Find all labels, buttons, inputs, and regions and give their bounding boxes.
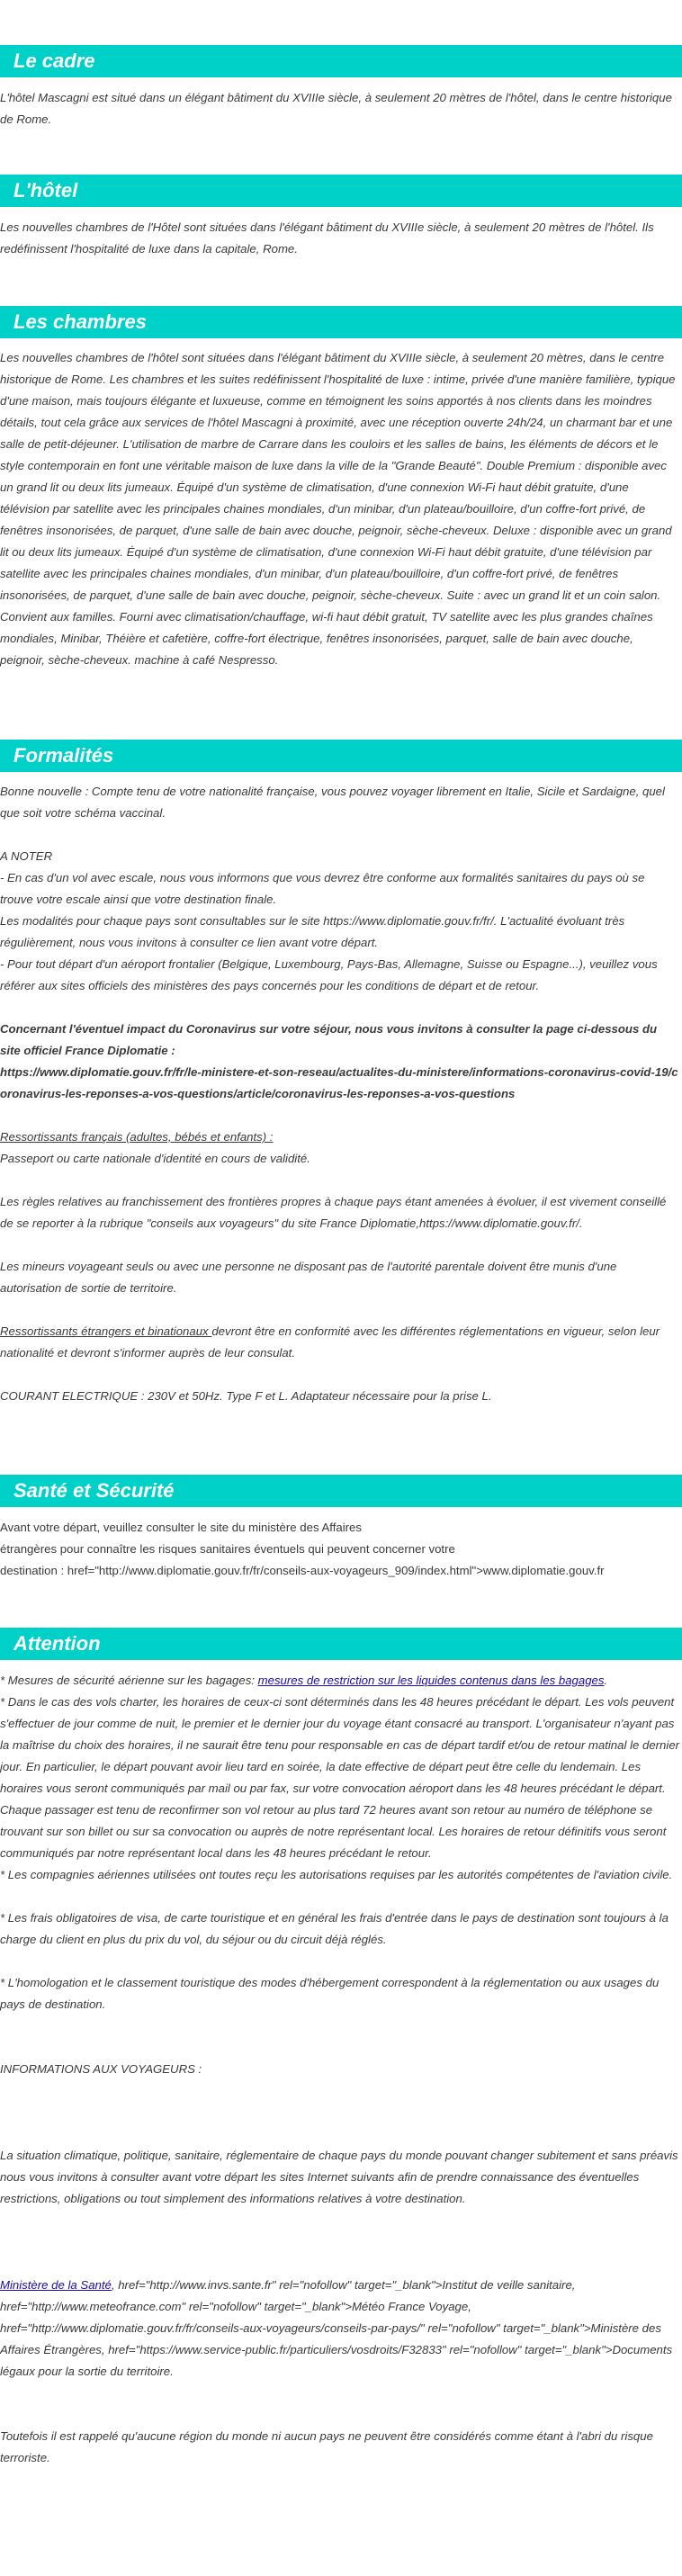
- attention-situation: La situation climatique, politique, sanitaire, réglementaire de chaque pays du monde pouvant changer subitement et sans préavis: [0, 2149, 678, 2162]
- ministere-sante-link[interactable]: Ministère de la Santé: [0, 2278, 112, 2292]
- formalites-frontalier: - Pour tout départ d'un aéroport frontalier (Belgique, Luxembourg, Pays-Bas, Allemagne, Suisse ou Espagne...), veuillez vous référer aux sites officiels des ministères des pays concernés pour les conditions de départ et de retour.: [0, 957, 658, 992]
- formalites-etrangers-rest: devront être en conformité avec les différentes réglementations en vigueur, selon leur nationalité et devront s'informer auprès de leur consulat.: [0, 1324, 660, 1360]
- formalites-ressortissants-title: Ressortissants français (adultes, bébés et enfants) :: [0, 1130, 274, 1144]
- attention-homologation: * L'homologation et le classement touristique des modes d'hébergement correspondent à la réglementation ou aux usages du pays de destination.: [0, 1976, 660, 2011]
- attention-frais: * Les frais obligatoires de visa, de carte touristique et en général les frais d'entrée dans le pays de destination sont toujours à la charge du client en plus du prix du vol, du séjour ou du circuit déjà réglés.: [0, 1911, 669, 1946]
- hotel-text: Les nouvelles chambres de l'Hôtel sont situées dans l'élégant bâtiment du XVIIIe siècle, à seulement 20 mètres de l'hôtel. Ils redéfinissent l'hospitalité de luxe dans la capitale, Rome.: [0, 220, 654, 256]
- sante-block: [0, 1517, 680, 1582]
- section-title-chambres: Les chambres: [0, 306, 682, 338]
- sante-line-3: destination : href="http://www.diplomatie.gouv.fr/fr/conseils-aux-voyageurs_909/index.html">www.diplomatie.gouv.fr: [0, 1564, 605, 1577]
- formalites-ressortissants-text: Passeport ou carte nationale d'identité en cours de validité.: [0, 1152, 310, 1165]
- section-title-attention: Attention: [0, 1628, 682, 1660]
- formalites-etrangers-label: Ressortissants étrangers et binationaux: [0, 1324, 212, 1338]
- liquides-restriction-link[interactable]: mesures de restriction sur les liquides contenus dans les bagages: [257, 1674, 605, 1687]
- formalites-regles: Les règles relatives au franchissement des frontières propres à chaque pays étant amenées à évoluer, il est vivement conseillé de se reporter à la rubrique "conseils aux voyageurs" du site France Diplomatie,https://www.diplomatie.gouv.fr/.: [0, 1195, 667, 1230]
- attention-infos-voyageurs: INFORMATIONS AUX VOYAGEURS :: [0, 2062, 202, 2076]
- section-title-sante: Santé et Sécurité: [0, 1475, 682, 1507]
- attention-liens: [0, 2275, 680, 2383]
- attention-bagages-label: * Mesures de sécurité aérienne sur les bagages:: [0, 1674, 258, 1687]
- attention-liens-rest: , href="http://www.invs.sante.fr" rel="nofollow" target="_blank">Institut de veille sanitaire, href="http://www.meteofrance.com" rel="nofollow" target="_blank">Météo France Voyage, href="http://www.diplomatie.gouv.fr/fr/conseils-aux-voyageurs/conseils-par-pays/" rel="nofollow" target="_blank">Ministère des Affaires Étrangères, href="https://www.service-public.fr/particuliers/vosdroits/F32833" rel="nofollow" target="_blank">Documents légaux pour la sortie du territoire.: [0, 2278, 673, 2378]
- formalites-coronavirus-url: https://www.diplomatie.gouv.fr/fr/le-ministere-et-son-reseau/actualites-du-ministere/informations-coronavirus-covid-19/coronavirus-les-reponses-a-vos-questions/article/coronavirus-les-reponses-a-vos-questions: [0, 1065, 678, 1100]
- chambres-text: Les nouvelles chambres de l'hôtel sont situées dans l'élégant bâtiment du XVIIIe siècle, à seulement 20 mètres, dans le centre historique de Rome. Les chambres et les suites redéfinissent l'hospitalité de luxe : intime, privée d'une manière familière, typique d'une maison, mais toujours élégante et luxueuse, comme en témoignent les soins apportés à nos clients dans les moindres détails, tout cela grâce aux services de l'hôtel Mascagni à proximité, avec une réception ouverte 24h/24, un charmant bar et une salle de petit-déjeuner. L'utilisation de marbre de Carrare dans les couloirs et les salles de bains, les éléments de décors et le style contemporain en font une véritable maison de luxe dans la ville de la "Grande Beauté". Double Premium : disponible avec un grand lit ou deux lits jumeaux. Équipé d'un système de climatisation, d'une connexion Wi-Fi haut débit gratuite, d'une télévision par satellite avec les principales chaines mondiales, d'un minibar, d'un plateau/bouilloire, d'un coffre-fort privé, de fenêtres insonorisées, de parquet, d'une salle de bain avec douche, peignoir, sèche-cheveux. Deluxe : disponible avec un grand lit ou deux lits jumeaux. Équipé d'un système de climatisation, d'une connexion Wi-Fi haut débit gratuite, d'une télévision par satellite avec les principales chaines mondiales, d'un minibar, d'un plateau/bouilloire, d'un coffre-fort privé, de fenêtres insonorisées, de parquet, d'une salle de bain avec douche, peignoir, sèche-cheveux. Suite : avec un grand lit et un coin salon. Convient aux familles. Fourni avec climatisation/chauffage, wi-fi haut débit gratuit, TV satellite avec les plus grandes chaînes mondiales, Minibar, Théière et cafetière, coffre-fort électrique, fenêtres insonorisées, parquet, salle de bain avec douche, peignoir, sèche-cheveux. machine à café Nespresso.: [0, 351, 676, 667]
- attention-sites: nous vous invitons à consulter avant votre départ les sites Internet suivants afin de prendre connaissance des éventuelles restrictions, obligations ou tout simplement des informations relatives à votre destination.: [0, 2170, 640, 2205]
- section-title-formalites: Formalités: [0, 740, 682, 772]
- formalites-modalites: Les modalités pour chaque pays sont consultables sur le site https://www.diplomatie.gouv.fr/fr/. L'actualité évoluant très régulièrement, nous vous invitons à consulter ce lien avant votre départ.: [0, 914, 625, 949]
- sante-line-2: étrangères pour connaître les risques sanitaires éventuels qui peuvent concerner votre: [0, 1542, 455, 1556]
- attention-bagages-end: .: [604, 1674, 608, 1687]
- section-title-hotel: L'hôtel: [0, 175, 682, 207]
- attention-charter: * Dans le cas des vols charter, les horaires de ceux-ci sont déterminés dans les 48 heures précédant le départ. Les vols peuvent s'effectuer de jour comme de nuit, le premier et le dernier jour du voyage étant consacré au transport. L'organisateur n'ayant pas la maîtrise du choix des horaires, il ne saurait être tenu pour responsable en cas de départ tardif et/ou de retour matinal le dernier jour. En particulier, le départ pouvant avoir lieu tard en soirée, la date effective de départ peut être celle du lendemain. Les horaires vous seront communiqués par mail ou par fax, sur votre convocation aéroport dans les 48 heures précédant le départ. Chaque passager est tenu de reconfirmer son vol retour au plus tard 72 heures avant son retour au numéro de téléphone se trouvant sur son billet ou sur sa convocation ou auprès de notre représentant local. Les horaires de retour définitifs vous seront communiqués par notre représentant local dans les 48 heures précédant le retour.: [0, 1695, 680, 1860]
- attention-block: [0, 1670, 680, 2469]
- attention-bagages: [0, 1670, 680, 1692]
- formalites-intro: Bonne nouvelle : Compte tenu de votre nationalité française, vous pouvez voyager librement en Italie, Sicile et Sardaigne, quel que soit votre schéma vaccinal.: [0, 785, 665, 820]
- formalites-a-noter: A NOTER: [0, 849, 53, 863]
- section-title-cadre: Le cadre: [0, 45, 682, 77]
- formalites-block: [0, 781, 680, 1407]
- formalites-escale: - En cas d'un vol avec escale, nous vous informons que vous devrez être conforme aux formalités sanitaires du pays où se trouve votre escale ainsi que votre destination finale.: [0, 871, 645, 906]
- formalites-courant: COURANT ELECTRIQUE : 230V et 50Hz. Type F et L. Adaptateur nécessaire pour la prise L.: [0, 1389, 492, 1403]
- formalites-etrangers: [0, 1321, 680, 1364]
- sante-line-1: Avant votre départ, veuillez consulter le site du ministère des Affaires: [0, 1521, 362, 1534]
- formalites-coronavirus: Concernant l'éventuel impact du Coronavirus sur votre séjour, nous vous invitons à consulter la page ci-dessous du site officiel France Diplomatie :: [0, 1022, 658, 1057]
- cadre-text: L'hôtel Mascagni est situé dans un élégant bâtiment du XVIIIe siècle, à seulement 20 mètres de l'hôtel, dans le centre historique de Rome.: [0, 91, 672, 126]
- attention-terroriste: Toutefois il est rappelé qu'aucune région du monde ni aucun pays ne peuvent être considérés comme étant à l'abri du risque terroriste.: [0, 2429, 653, 2464]
- formalites-mineurs: Les mineurs voyageant seuls ou avec une personne ne disposant pas de l'autorité parentale doivent être munis d'une autorisation de sortie de territoire.: [0, 1260, 617, 1295]
- attention-compagnies: * Les compagnies aériennes utilisées ont toutes reçu les autorisations requises par les autorités compétentes de l'aviation civile.: [0, 1868, 673, 1881]
